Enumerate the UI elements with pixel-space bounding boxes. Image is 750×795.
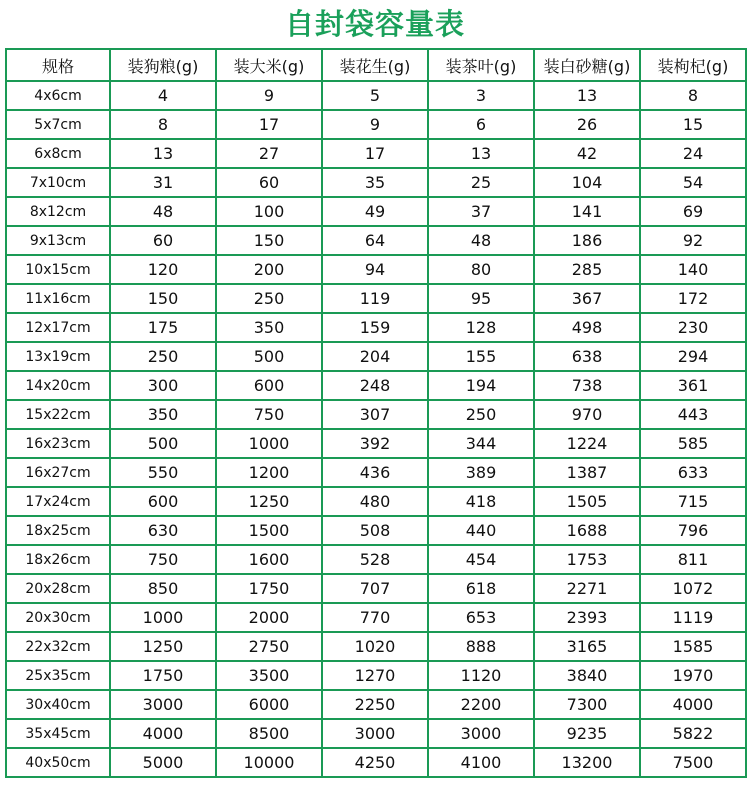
capacity-cell: 95 (428, 284, 534, 313)
table-row (6, 690, 746, 719)
capacity-cell: 25 (428, 168, 534, 197)
capacity-cell: 454 (428, 545, 534, 574)
capacity-cell: 1020 (322, 632, 428, 661)
header-column: 装狗粮(g) (110, 49, 216, 81)
capacity-cell: 4 (110, 81, 216, 110)
size-cell: 4x6cm (6, 81, 110, 110)
capacity-cell: 389 (428, 458, 534, 487)
capacity-cell: 770 (322, 603, 428, 632)
capacity-cell: 585 (640, 429, 746, 458)
size-cell: 15x22cm (6, 400, 110, 429)
capacity-cell: 344 (428, 429, 534, 458)
capacity-cell: 1688 (534, 516, 640, 545)
capacity-cell: 480 (322, 487, 428, 516)
capacity-cell: 248 (322, 371, 428, 400)
capacity-cell: 4000 (110, 719, 216, 748)
capacity-cell: 200 (216, 255, 322, 284)
capacity-cell: 8500 (216, 719, 322, 748)
size-cell: 25x35cm (6, 661, 110, 690)
capacity-cell: 653 (428, 603, 534, 632)
capacity-cell: 9 (216, 81, 322, 110)
table-row (6, 371, 746, 400)
capacity-cell: 1600 (216, 545, 322, 574)
table-header (6, 49, 746, 81)
capacity-cell: 155 (428, 342, 534, 371)
size-cell: 35x45cm (6, 719, 110, 748)
capacity-cell: 48 (428, 226, 534, 255)
size-cell: 30x40cm (6, 690, 110, 719)
capacity-cell: 2750 (216, 632, 322, 661)
capacity-cell: 294 (640, 342, 746, 371)
capacity-cell: 638 (534, 342, 640, 371)
capacity-cell: 1000 (110, 603, 216, 632)
capacity-cell: 3500 (216, 661, 322, 690)
capacity-cell: 159 (322, 313, 428, 342)
capacity-cell: 120 (110, 255, 216, 284)
header-column: 装花生(g) (322, 49, 428, 81)
table-row (6, 400, 746, 429)
size-cell: 14x20cm (6, 371, 110, 400)
capacity-cell: 9235 (534, 719, 640, 748)
capacity-cell: 119 (322, 284, 428, 313)
capacity-cell: 970 (534, 400, 640, 429)
size-cell: 6x8cm (6, 139, 110, 168)
capacity-cell: 8 (110, 110, 216, 139)
capacity-cell: 3000 (428, 719, 534, 748)
capacity-cell: 2000 (216, 603, 322, 632)
capacity-cell: 250 (216, 284, 322, 313)
capacity-cell: 8 (640, 81, 746, 110)
capacity-cell: 150 (216, 226, 322, 255)
size-cell: 11x16cm (6, 284, 110, 313)
capacity-cell: 13 (428, 139, 534, 168)
capacity-cell: 13 (110, 139, 216, 168)
capacity-cell: 60 (216, 168, 322, 197)
capacity-cell: 1750 (216, 574, 322, 603)
capacity-cell: 94 (322, 255, 428, 284)
capacity-cell: 48 (110, 197, 216, 226)
capacity-cell: 307 (322, 400, 428, 429)
capacity-cell: 27 (216, 139, 322, 168)
capacity-cell: 1387 (534, 458, 640, 487)
size-cell: 8x12cm (6, 197, 110, 226)
size-cell: 7x10cm (6, 168, 110, 197)
capacity-cell: 2271 (534, 574, 640, 603)
capacity-cell: 3840 (534, 661, 640, 690)
table-row (6, 719, 746, 748)
table-row (6, 313, 746, 342)
size-cell: 22x32cm (6, 632, 110, 661)
capacity-cell: 436 (322, 458, 428, 487)
capacity-cell: 707 (322, 574, 428, 603)
capacity-cell: 498 (534, 313, 640, 342)
table-row (6, 139, 746, 168)
capacity-cell: 49 (322, 197, 428, 226)
size-cell: 20x30cm (6, 603, 110, 632)
capacity-cell: 4100 (428, 748, 534, 777)
capacity-cell: 3000 (322, 719, 428, 748)
capacity-cell: 2200 (428, 690, 534, 719)
capacity-cell: 550 (110, 458, 216, 487)
capacity-cell: 5 (322, 81, 428, 110)
capacity-cell: 1250 (110, 632, 216, 661)
capacity-cell: 738 (534, 371, 640, 400)
size-cell: 10x15cm (6, 255, 110, 284)
capacity-cell: 204 (322, 342, 428, 371)
capacity-cell: 64 (322, 226, 428, 255)
table-row (6, 255, 746, 284)
page-title: 自封袋容量表 (284, 7, 465, 41)
table-row (6, 197, 746, 226)
capacity-cell: 600 (110, 487, 216, 516)
capacity-cell: 92 (640, 226, 746, 255)
capacity-cell: 140 (640, 255, 746, 284)
capacity-cell: 850 (110, 574, 216, 603)
capacity-cell: 750 (216, 400, 322, 429)
capacity-cell: 6 (428, 110, 534, 139)
capacity-cell: 100 (216, 197, 322, 226)
capacity-cell: 9 (322, 110, 428, 139)
capacity-cell: 230 (640, 313, 746, 342)
table-body (6, 81, 746, 777)
capacity-cell: 69 (640, 197, 746, 226)
capacity-cell: 150 (110, 284, 216, 313)
capacity-cell: 42 (534, 139, 640, 168)
size-cell: 18x25cm (6, 516, 110, 545)
capacity-cell: 186 (534, 226, 640, 255)
capacity-cell: 1505 (534, 487, 640, 516)
capacity-cell: 750 (110, 545, 216, 574)
capacity-cell: 1500 (216, 516, 322, 545)
capacity-cell: 17 (322, 139, 428, 168)
capacity-cell: 17 (216, 110, 322, 139)
header-row (6, 49, 746, 81)
capacity-cell: 500 (110, 429, 216, 458)
size-cell: 9x13cm (6, 226, 110, 255)
table-row (6, 168, 746, 197)
table-row (6, 487, 746, 516)
capacity-cell: 250 (428, 400, 534, 429)
capacity-cell: 440 (428, 516, 534, 545)
size-cell: 20x28cm (6, 574, 110, 603)
capacity-cell: 250 (110, 342, 216, 371)
capacity-table (5, 48, 747, 778)
capacity-cell: 888 (428, 632, 534, 661)
capacity-cell: 361 (640, 371, 746, 400)
size-cell: 12x17cm (6, 313, 110, 342)
table-row (6, 226, 746, 255)
capacity-cell: 7500 (640, 748, 746, 777)
size-cell: 5x7cm (6, 110, 110, 139)
capacity-cell: 172 (640, 284, 746, 313)
capacity-cell: 1753 (534, 545, 640, 574)
capacity-cell: 528 (322, 545, 428, 574)
capacity-cell: 4000 (640, 690, 746, 719)
size-cell: 18x26cm (6, 545, 110, 574)
capacity-cell: 796 (640, 516, 746, 545)
capacity-cell: 35 (322, 168, 428, 197)
capacity-cell: 141 (534, 197, 640, 226)
header-column: 装茶叶(g) (428, 49, 534, 81)
table-row (6, 632, 746, 661)
capacity-cell: 194 (428, 371, 534, 400)
table-row (6, 429, 746, 458)
capacity-cell: 7300 (534, 690, 640, 719)
capacity-cell: 13 (534, 81, 640, 110)
capacity-cell: 350 (216, 313, 322, 342)
capacity-cell: 104 (534, 168, 640, 197)
header-column: 装大米(g) (216, 49, 322, 81)
capacity-cell: 600 (216, 371, 322, 400)
size-cell: 13x19cm (6, 342, 110, 371)
size-cell: 40x50cm (6, 748, 110, 777)
capacity-cell: 2393 (534, 603, 640, 632)
table-row (6, 545, 746, 574)
capacity-cell: 392 (322, 429, 428, 458)
table-row (6, 516, 746, 545)
capacity-cell: 418 (428, 487, 534, 516)
capacity-cell: 1000 (216, 429, 322, 458)
table-row (6, 458, 746, 487)
capacity-cell: 54 (640, 168, 746, 197)
capacity-cell: 1270 (322, 661, 428, 690)
capacity-cell: 1970 (640, 661, 746, 690)
capacity-cell: 31 (110, 168, 216, 197)
capacity-cell: 4250 (322, 748, 428, 777)
capacity-cell: 443 (640, 400, 746, 429)
capacity-cell: 60 (110, 226, 216, 255)
size-cell: 17x24cm (6, 487, 110, 516)
capacity-cell: 5822 (640, 719, 746, 748)
table-row (6, 603, 746, 632)
capacity-cell: 500 (216, 342, 322, 371)
capacity-cell: 1072 (640, 574, 746, 603)
capacity-cell: 3000 (110, 690, 216, 719)
capacity-cell: 630 (110, 516, 216, 545)
capacity-cell: 350 (110, 400, 216, 429)
table-row (6, 661, 746, 690)
capacity-cell: 128 (428, 313, 534, 342)
capacity-cell: 26 (534, 110, 640, 139)
capacity-cell: 2250 (322, 690, 428, 719)
capacity-cell: 3 (428, 81, 534, 110)
table-row (6, 284, 746, 313)
capacity-cell: 80 (428, 255, 534, 284)
capacity-cell: 1120 (428, 661, 534, 690)
size-cell: 16x23cm (6, 429, 110, 458)
capacity-cell: 175 (110, 313, 216, 342)
table-row (6, 342, 746, 371)
capacity-cell: 5000 (110, 748, 216, 777)
capacity-cell: 1250 (216, 487, 322, 516)
capacity-cell: 811 (640, 545, 746, 574)
capacity-cell: 508 (322, 516, 428, 545)
table-row (6, 110, 746, 139)
table-row (6, 748, 746, 777)
capacity-cell: 715 (640, 487, 746, 516)
table-row (6, 81, 746, 110)
capacity-cell: 6000 (216, 690, 322, 719)
capacity-cell: 10000 (216, 748, 322, 777)
capacity-cell: 1224 (534, 429, 640, 458)
header-column: 装白砂糖(g) (534, 49, 640, 81)
capacity-cell: 15 (640, 110, 746, 139)
size-cell: 16x27cm (6, 458, 110, 487)
capacity-cell: 618 (428, 574, 534, 603)
capacity-cell: 285 (534, 255, 640, 284)
capacity-cell: 1750 (110, 661, 216, 690)
header-spec: 规格 (6, 49, 110, 81)
capacity-cell: 13200 (534, 748, 640, 777)
table-row (6, 574, 746, 603)
capacity-cell: 367 (534, 284, 640, 313)
capacity-cell: 633 (640, 458, 746, 487)
capacity-cell: 24 (640, 139, 746, 168)
capacity-cell: 37 (428, 197, 534, 226)
capacity-cell: 3165 (534, 632, 640, 661)
capacity-cell: 1119 (640, 603, 746, 632)
header-column: 装枸杞(g) (640, 49, 746, 81)
capacity-cell: 1585 (640, 632, 746, 661)
capacity-cell: 1200 (216, 458, 322, 487)
capacity-cell: 300 (110, 371, 216, 400)
